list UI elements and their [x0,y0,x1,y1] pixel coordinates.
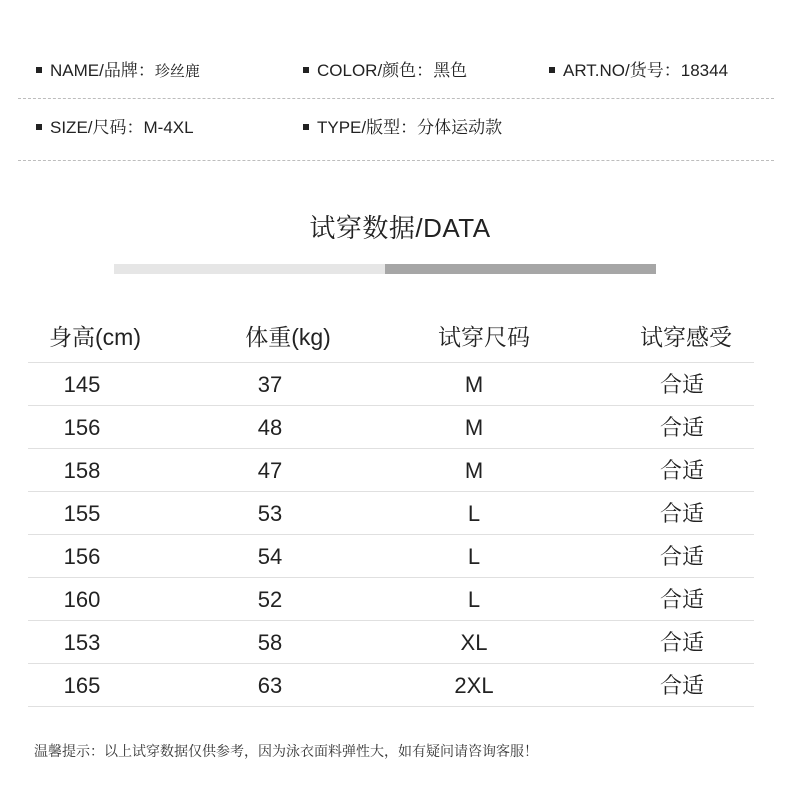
info-artno-label: ART.NO/货号： [563,61,681,80]
header-size: 试穿尺码 [438,324,530,350]
cell-weight: 47 [257,458,283,483]
cell-height: 156 [63,544,101,569]
table-row [28,621,754,664]
divider [18,160,774,161]
info-name [36,56,200,86]
header-feeling: 试穿感受 [640,324,732,350]
info-size-label: SIZE/尺码： [50,118,144,137]
table-body [28,363,754,707]
table-row [28,449,754,492]
table-row [28,363,754,406]
title-progress-bar [114,264,656,274]
cell-feeling: 合适 [659,587,705,612]
cell-size: L [467,587,481,612]
info-type-value: 分体运动款 [417,118,503,137]
info-row-2 [0,113,800,143]
info-type-label: TYPE/版型： [317,118,418,137]
info-row-1 [0,56,800,86]
info-artno-value: 18344 [680,61,729,80]
cell-feeling: 合适 [659,372,705,397]
cell-size: M [464,458,484,483]
table-row [28,578,754,621]
cell-size: L [467,501,481,526]
table-row [28,492,754,535]
bullet-icon [303,67,309,73]
header-weight: 体重(kg) [245,324,331,350]
cell-size: 2XL [454,673,494,698]
cell-weight: 37 [257,372,283,397]
info-size [36,113,194,143]
cell-height: 145 [63,372,101,397]
section-title: 试穿数据/DATA [309,213,491,243]
cell-height: 165 [63,673,101,698]
cell-weight: 63 [257,673,283,698]
cell-height: 160 [63,587,101,612]
cell-feeling: 合适 [659,415,705,440]
info-name-label: NAME/品牌： [50,61,155,80]
header-height: 身高(cm) [49,324,141,350]
bullet-icon [36,67,42,73]
cell-height: 158 [63,458,101,483]
table-row [28,406,754,449]
cell-height: 155 [63,501,101,526]
divider [18,98,774,99]
cell-size: M [464,372,484,397]
info-color-label: COLOR/颜色： [317,61,434,80]
footnote: 温馨提示：以上试穿数据仅供参考，因为泳衣面料弹性大，如有疑问请咨询客服！ [34,743,538,759]
title-progress-fill [385,264,656,274]
fit-data-table [28,312,754,707]
cell-size: XL [460,630,488,655]
table-row [28,664,754,707]
cell-weight: 58 [257,630,283,655]
cell-size: M [464,415,484,440]
cell-feeling: 合适 [659,501,705,526]
bullet-icon [36,124,42,130]
cell-weight: 52 [257,587,283,612]
cell-weight: 53 [257,501,283,526]
cell-feeling: 合适 [659,630,705,655]
table-row [28,535,754,578]
cell-weight: 48 [257,415,283,440]
bullet-icon [549,67,555,73]
info-artno [549,56,728,86]
cell-size: L [467,544,481,569]
cell-weight: 54 [257,544,283,569]
cell-feeling: 合适 [659,544,705,569]
info-color-value: 黑色 [433,61,468,80]
info-type [303,113,502,143]
cell-feeling: 合适 [659,673,705,698]
info-size-value: M-4XL [143,118,194,137]
cell-height: 153 [63,630,101,655]
info-name-value: 珍丝鹿 [154,63,200,80]
cell-height: 156 [63,415,101,440]
table-header [28,312,754,363]
info-color [303,56,467,86]
bullet-icon [303,124,309,130]
cell-feeling: 合适 [659,458,705,483]
